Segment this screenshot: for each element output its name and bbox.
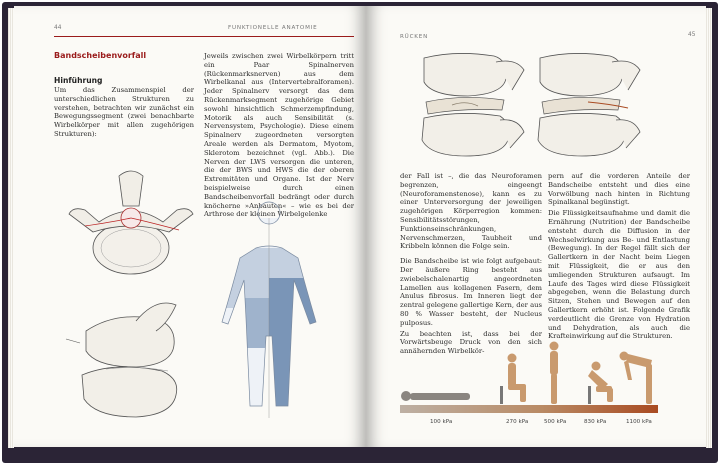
right-page	[366, 6, 706, 447]
right-column-1	[400, 172, 542, 358]
left-page	[14, 6, 366, 447]
pressure-label-sitting-bent: 830 kPa	[584, 419, 607, 425]
dermatome-body-illustration	[214, 218, 324, 418]
posture-sitting-upright	[500, 354, 526, 405]
left-column-2	[204, 52, 354, 221]
subheading: Hinführung	[54, 76, 103, 85]
intro-text: Um das Zusammenspiel der unterschiedlichen Strukturen zu verstehen, betrachten wir zunächst ein Bewegungssegment (zwei benachbarte Wirbelkörper mit allen zugehörigen Strukturen):	[54, 86, 194, 138]
left-col2-text: Jeweils zwischen zwei Wirbelkörpern tritt ein Paar Spinalnerven (Rückenmarksnerven) aus dem Wirbelkanal aus (Intervertebralforamen). Jeder Spinalnerv versorgt das dem Rückenmarksegment zugehörige Gebiet sowohl hinsichtlich Schmerzempfindung, Motorik als auch Sensibilität (s. Nervensystem, Psychologie). Diese einem Spinalnerv zugeordneten versorgten Areale werden als Dermatom, Myotom, Sklerotom bezeichnet (vgl. Abb.). Die Nerven der LWS versorgen die unteren, die der BWS und HWS die der oberen Extremitäten und Organe. Ist der Nerv beispielweise durch einen Bandscheibenvorfall bedrängt oder durch knöcherne »Anbauten« – wie es bei der Arthrose der kleinen Wirbelgelenke	[204, 52, 354, 219]
right-col1-para-3: Zu beachten ist, dass bei der Vorwärtsbeuge Druck von den sich annähernden Wirbelkör-	[400, 329, 542, 356]
intro-paragraph	[54, 86, 194, 141]
posture-standing	[550, 342, 559, 405]
right-page-number: 45	[688, 32, 696, 38]
pressure-label-lying: 100 kPa	[430, 419, 453, 425]
right-col1-para-2: Die Bandscheibe ist wie folgt aufgebaut: Der äußere Ring besteht aus zwiebelschalenartig angeordneten Lamellen aus kollagenen Fasern, dem Anulus fibrosus. Im Inneren liegt der zentral gelegene gallertige Kern, der aus 80 % Wasser besteht, der Nucleus pulposus.	[400, 257, 542, 327]
right-running-header: RÜCKEN	[400, 34, 429, 40]
spine-segment-illustration-left	[416, 50, 526, 160]
posture-pressure-illustration	[396, 336, 696, 416]
left-header-rule	[54, 36, 354, 37]
pressure-gradient-bar	[400, 405, 658, 413]
left-running-header: FUNKTIONELLE ANATOMIE	[228, 25, 318, 31]
right-col1-para-1: der Fall ist –, die das Neuroforamen begrenzen, eingeengt (Neuroforamenstenose), kann es zu einer Unterversorgung der jeweiligen zugehörigen Körperregion kommen: Sensibilitätsstörungen, Funktionseinschränkungen, Nervenschmerzen, Taubheit und Kribbeln können die Folge sein.	[400, 172, 542, 251]
posture-sitting-bent	[588, 362, 613, 405]
vertebra-top-view-illustration	[69, 166, 199, 276]
vertebra-side-view-illustration	[76, 291, 206, 441]
right-column-2	[548, 172, 690, 343]
right-col2-para-1: pern auf die vorderen Anteile der Bandscheibe entsteht und dies eine Vorwölbung nach hinten in Richtung Spinalkanal begünstigt.	[548, 172, 690, 207]
right-page-edge	[706, 8, 712, 448]
left-page-number: 44	[54, 25, 62, 31]
pressure-label-standing: 500 kPa	[544, 419, 567, 425]
right-col2-para-2: Die Flüssigkeitsaufnahme und damit die Ernährung (Nutrition) der Bandscheibe entsteht durch die Diffusion in der Wechselwirkung aus Be- und Entlastung (Bewegung). In der Regel fällt sich der Gallertkern in der Nacht beim Liegen mit Flüssigkeit, die er aus den umliegenden Strukturen aufsaugt. Im Laufe des Tages wird diese Flüssigkeit abgegeben, wenn die Belastung durch Sitzen, Stehen und Bewegen auf den Gallertkern erhöht ist. Folgende Grafik verdeutlicht die Grenze von Hydration und Dehydration, als auch die Krafteinwirkung auf die Strukturen.	[548, 209, 690, 341]
posture-standing-bent	[620, 352, 653, 405]
spine-segment-illustration-right	[532, 50, 642, 160]
section-title: Bandscheibenvorfall	[54, 51, 147, 60]
posture-lying	[401, 391, 470, 401]
pressure-label-sitting: 270 kPa	[506, 419, 529, 425]
pressure-label-bending: 1100 kPa	[626, 419, 652, 425]
